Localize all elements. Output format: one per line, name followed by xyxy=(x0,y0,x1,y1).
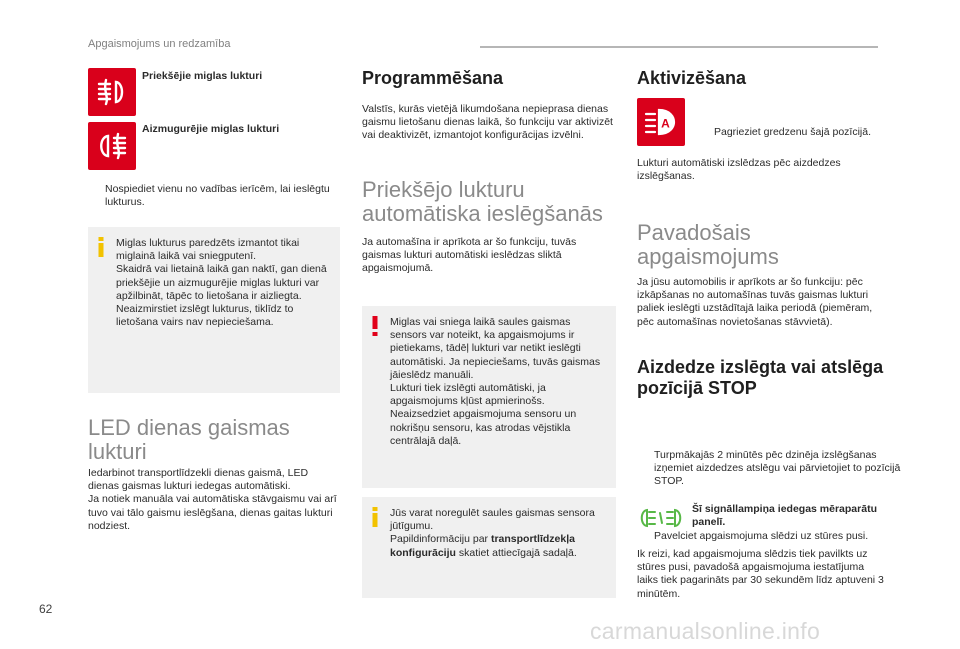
sensor-line2: Papildinformāciju par transportlīdzekļa konfigurāciju skatiet attiecīgajā sadaļā. xyxy=(390,533,577,559)
info-icon xyxy=(371,507,379,527)
ignition-bullet-1: Turpmākajās 2 minūtēs pēc dzinēja izslēgšanas izņemiet aizdedzes atslēgu vai pārvietojiet to pozīcijā STOP. xyxy=(654,448,901,488)
indicator-label: Šī signāllampiņa iedegas mēraparātu panelī. xyxy=(692,503,877,528)
led-text-line1: Iedarbinot transportlīdzekli dienas gaismā, LED dienas gaismas lukturi iedegas automātiski. xyxy=(88,467,309,493)
auto-warning-note xyxy=(362,306,616,488)
svg-text:A: A xyxy=(661,116,670,131)
programming-title: Programmēšana xyxy=(362,68,504,88)
fog-info-line3: Neaizmirstiet izslēgt lukturus, tiklīdz to lietošana vairs nav nepieciešama. xyxy=(116,303,294,329)
page-number: 62 xyxy=(39,602,53,616)
rear-fog-label: Aizmugurējie miglas lukturi xyxy=(142,123,280,135)
watermark: carmanualsonline.info xyxy=(590,618,821,644)
sensor-line1: Jūs varat noregulēt saules gaismas sensora jūtīgumu. xyxy=(390,507,595,533)
fog-info-note xyxy=(88,227,340,393)
warning-line3: Neaizsedziet apgaismojuma sensoru un nokrišņu sensoru, kas atrodas vējstikla centrālajā daļā. xyxy=(390,408,577,447)
guide-lights-text: Ja jūsu automobilis ir aprīkots ar šo funkciju: pēc izkāpšanas no automašīnas tuvās gaismas lukturi paliek ieslēgti uzstādītajā laika periodā (piemēram, pēc automašīnas novietošanas stāvvietā). xyxy=(637,276,873,328)
warning-icon xyxy=(371,316,379,336)
info-icon xyxy=(97,237,105,257)
section-header: Apgaismojums un redzamība xyxy=(88,38,231,50)
activation-text: Lukturi automātiski izslēdzas pēc aizdedzes izslēgšanas. xyxy=(637,157,841,183)
fog-info-line1: Miglas lukturus paredzēts izmantot tikai miglainā laikā vai sniegputenī. xyxy=(116,237,300,263)
ignition-title: Aizdedze izslēgta vai atslēga pozīcijā STOP xyxy=(637,357,884,398)
warning-line2: Lukturi tiek izslēgti automātiski, ja apgaismojums kļūst apmierinošs. xyxy=(390,382,546,408)
ignition-bullet-2: Pavelciet apgaismojuma slēdzi uz stūres pusi. xyxy=(654,530,869,543)
front-fog-light-icon xyxy=(88,68,136,116)
led-title: LED dienas gaismas lukturi xyxy=(88,415,290,464)
led-text-line2: Ja notiek manuāla vai automātiska stāvgaismu vai arī tuvo vai tālo gaismu ieslēgšana, dienas gaitas lukturi nodziest. xyxy=(88,493,337,532)
auto-headlight-icon xyxy=(637,98,685,146)
sensor-info-note xyxy=(362,497,616,598)
led-text xyxy=(88,467,340,533)
auto-headlights-text: Ja automašīna ir aprīkota ar šo funkciju, tuvās gaismas lukturi automātiski ieslēdzas sliktā apgaismojumā. xyxy=(362,236,577,275)
guide-lights-indicator-icon xyxy=(637,503,685,533)
fog-press-bullet: Nospiediet vienu no vadības ierīcēm, lai ieslēgtu lukturus. xyxy=(105,183,330,209)
fog-info-line2: Skaidrā vai lietainā laikā gan naktī, gan dienā priekšējie un aizmugurējie miglas lukturi var apžilbināt, tāpēc to lietošana ir aizliegta. xyxy=(116,263,327,302)
programming-text: Valstīs, kurās vietējā likumdošana nepieprasa dienas gaismu lietošanu dienas laikā, šo funkciju var aktivizēt vai deaktivizēt, izmantojot konfigurācijas izvēlni. xyxy=(362,103,613,142)
guide-lights-title: Pavadošais apgaismojums xyxy=(637,220,779,269)
front-fog-label: Priekšējie miglas lukturi xyxy=(142,70,263,82)
warning-line1: Miglas vai sniega laikā saules gaismas sensors var noteikt, ka apgaismojums ir pietiekams, tādēļ lukturi var netikt ieslēgti automātiski. Ja nepieciešams, tuvās gaismas jāieslēdz manuāli. xyxy=(390,316,601,381)
header-divider xyxy=(480,46,878,48)
rear-fog-light-icon xyxy=(88,122,136,170)
auto-headlights-title: Priekšējo lukturu automātiska ieslēgšanās xyxy=(362,177,603,226)
activation-bullet: Pagrieziet gredzenu šajā pozīcijā. xyxy=(714,126,872,139)
final-text: Ik reizi, kad apgaismojuma slēdzis tiek pavilkts uz stūres pusi, pavadošā apgaismojuma iestatījuma laiks tiek pagarināts par 30 sekundēm līdz aptuveni 3 minūtēm. xyxy=(637,548,884,600)
activation-title: Aktivizēšana xyxy=(637,68,747,88)
vehicle-config-ref: transportlīdzekļa konfigurāciju xyxy=(390,533,575,559)
